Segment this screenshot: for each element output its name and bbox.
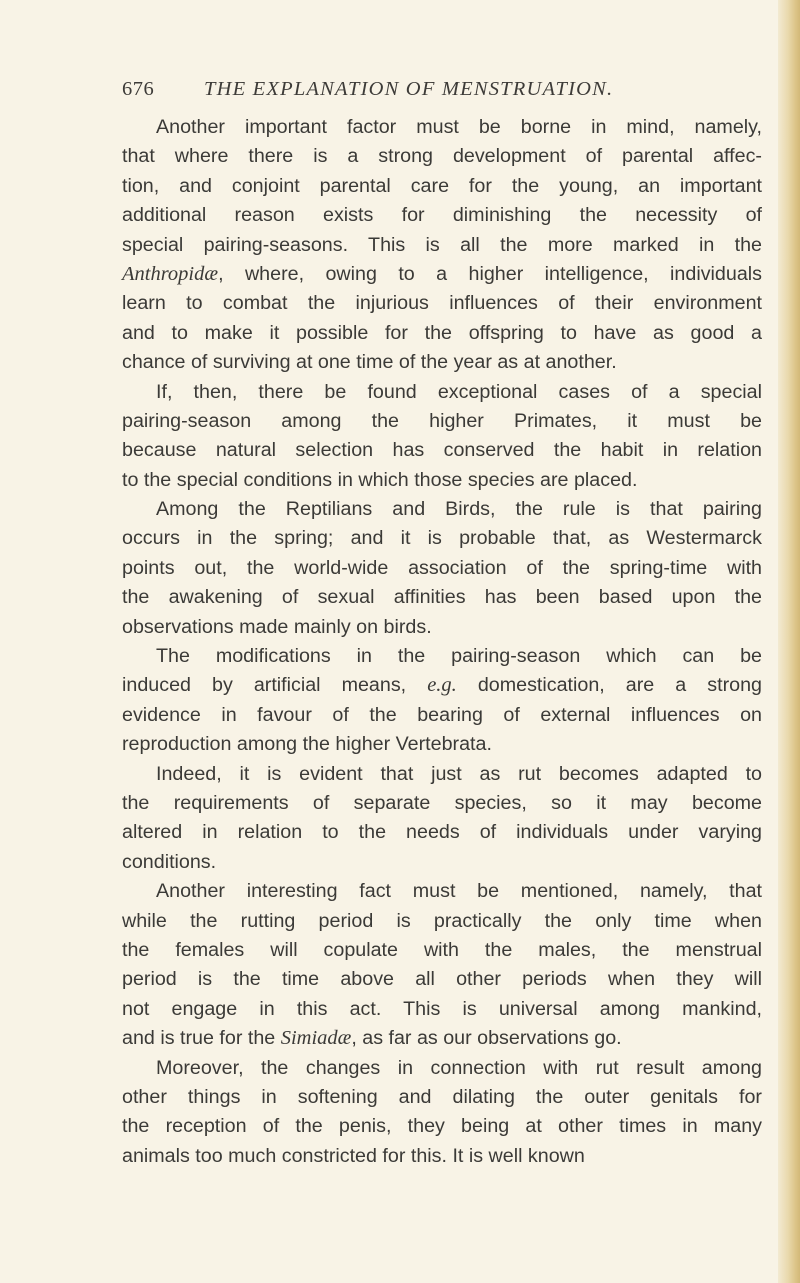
paragraph xyxy=(122,877,762,1053)
text-line: Indeed, it is evident that just as rut becomes adapted to xyxy=(156,762,762,785)
text-run: , as far as our observations go. xyxy=(351,1027,622,1050)
text-line: conditions. xyxy=(122,850,217,873)
text-run: domestication, are a strong xyxy=(456,674,762,697)
text-line: evidence in favour of the bearing of external influences on xyxy=(122,703,762,726)
text-line: points out, the world-wide association of the spring-time with xyxy=(122,556,762,579)
text-line: the females will copulate with the males, the menstrual xyxy=(122,938,762,961)
text-run: induced by artificial means, xyxy=(122,674,428,697)
paragraph xyxy=(122,642,762,760)
text-run: , where, owing to a higher intelligence, individuals xyxy=(218,262,762,285)
text-line: other things in softening and dilating the outer genitals for xyxy=(122,1085,762,1108)
text-run: The modifications in the pairing-season which can be xyxy=(156,645,762,668)
chapter-title: THE EXPLANATION OF MENSTRUATION. xyxy=(204,78,614,100)
running-head xyxy=(122,78,722,108)
text-line: tion, and conjoint parental care for the young, an important xyxy=(122,174,762,197)
text-line: special pairing-seasons. This is all the more marked in the xyxy=(122,233,762,256)
paragraph xyxy=(122,495,762,642)
text-line: and to make it possible for the offspring to have as good a xyxy=(122,321,762,344)
text-line xyxy=(122,671,762,700)
paragraph xyxy=(122,378,762,496)
text-line: that where there is a strong development of parental affec- xyxy=(122,145,762,168)
text-line: observations made mainly on birds. xyxy=(122,615,432,638)
text-line: not engage in this act. This is universal among mankind, xyxy=(122,997,762,1020)
text-line: chance of surviving at one time of the year as at another. xyxy=(122,351,617,374)
paragraph xyxy=(122,1054,762,1172)
text-line xyxy=(122,1024,762,1053)
text-line: the reception of the penis, they being at other times in many xyxy=(122,1115,762,1138)
italic-term: Anthropidæ xyxy=(122,262,219,285)
text-line: period is the time above all other periods when they will xyxy=(122,968,762,991)
text-line: learn to combat the injurious influences of their environment xyxy=(122,292,762,315)
text-line xyxy=(122,260,762,289)
text-line: animals too much constricted for this. It is well known xyxy=(122,1144,585,1167)
text-line: Moreover, the changes in connection with rut result among xyxy=(156,1056,762,1079)
page-edge-shadow xyxy=(778,0,800,1283)
italic-term: Simiadæ xyxy=(280,1027,352,1050)
text-line: Among the Reptilians and Birds, the rule is that pairing xyxy=(156,498,762,521)
text-line: Another important factor must be borne in mind, namely, xyxy=(156,116,762,138)
text-line: reproduction among the higher Vertebrata. xyxy=(122,733,492,756)
text-line xyxy=(122,642,762,671)
text-line: the requirements of separate species, so it may become xyxy=(122,791,762,814)
paragraph xyxy=(122,113,762,378)
text-line: If, then, there be found exceptional cases of a special xyxy=(156,380,762,403)
paragraph xyxy=(122,760,762,878)
text-run: and is true for the xyxy=(122,1027,281,1050)
text-line: because natural selection has conserved the habit in relation xyxy=(122,439,762,462)
text-line: to the special conditions in which those species are placed. xyxy=(122,468,638,491)
text-line: occurs in the spring; and it is probable that, as Westermarck xyxy=(122,527,762,550)
text-line: pairing-season among the higher Primates, it must be xyxy=(122,409,762,432)
text-line: the awakening of sexual affinities has been based upon the xyxy=(122,586,762,609)
text-line: altered in relation to the needs of individuals under varying xyxy=(122,821,762,844)
italic-term: e.g. xyxy=(427,674,457,697)
text-line: while the rutting period is practically the only time when xyxy=(122,909,762,932)
text-line: Another interesting fact must be mentioned, namely, that xyxy=(156,880,762,903)
page-number: 676 xyxy=(122,78,155,100)
body-text xyxy=(122,113,762,1171)
text-line: additional reason exists for diminishing the necessity of xyxy=(122,204,762,227)
